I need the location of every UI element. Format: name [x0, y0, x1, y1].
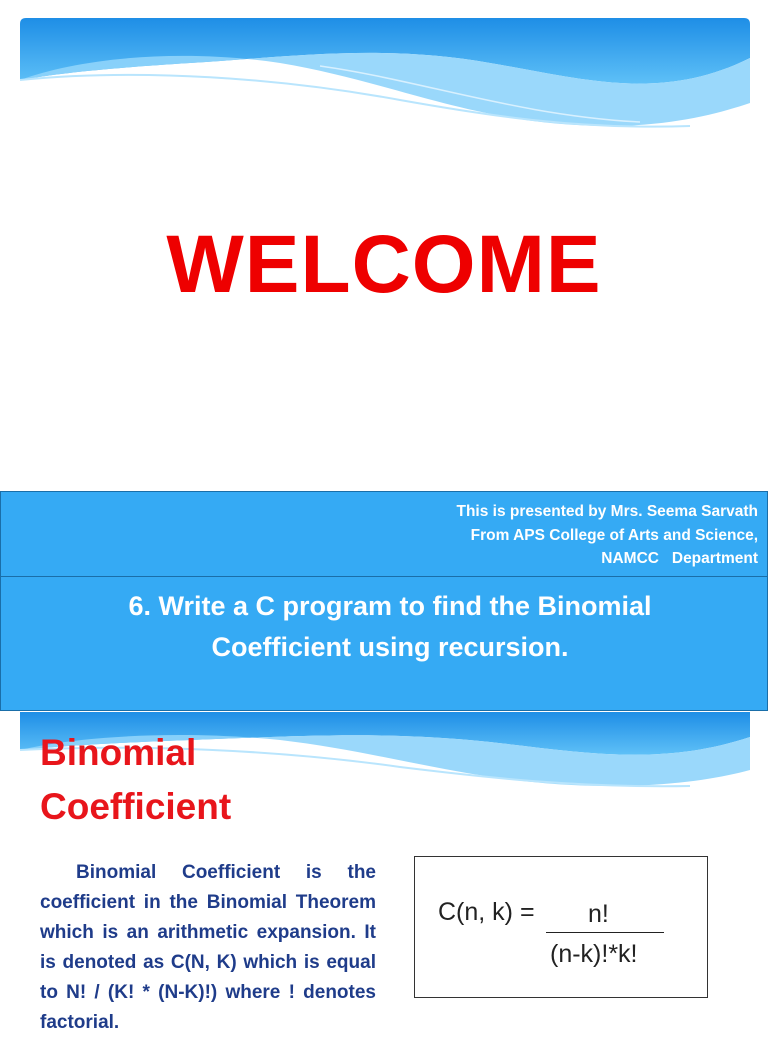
- formula-lhs: C(n, k) =: [438, 898, 535, 926]
- fraction-bar: [546, 932, 664, 933]
- task-title: [40, 586, 740, 668]
- presenter-line: NAMCC Department: [601, 550, 758, 567]
- formula-box: [414, 856, 708, 998]
- presenter-line: From APS College of Arts and Science,: [470, 526, 758, 544]
- definition-paragraph: Binomial Coefficient is the coefficient in the Binomial Theorem which is an arithmetic expansion. It is denoted as C(N, K) which is equal to N! / (K! * (N-K)!) where ! denotes factorial.: [40, 862, 376, 1033]
- section-heading: [40, 726, 231, 834]
- presenter-line: This is presented by Mrs. Seema Sarvath: [456, 503, 758, 520]
- heading-line: Binomial: [40, 732, 197, 773]
- presenter-info: [456, 500, 758, 571]
- heading-line: Coefficient: [40, 786, 232, 827]
- welcome-title: WELCOME: [166, 219, 602, 310]
- formula-denominator: (n-k)!*k!: [550, 940, 638, 968]
- task-line: 6. Write a C program to find the Binomial: [128, 591, 652, 621]
- top-wave-banner: [20, 18, 750, 133]
- task-line: Coefficient using recursion.: [211, 632, 569, 662]
- formula-numerator: n!: [588, 900, 609, 928]
